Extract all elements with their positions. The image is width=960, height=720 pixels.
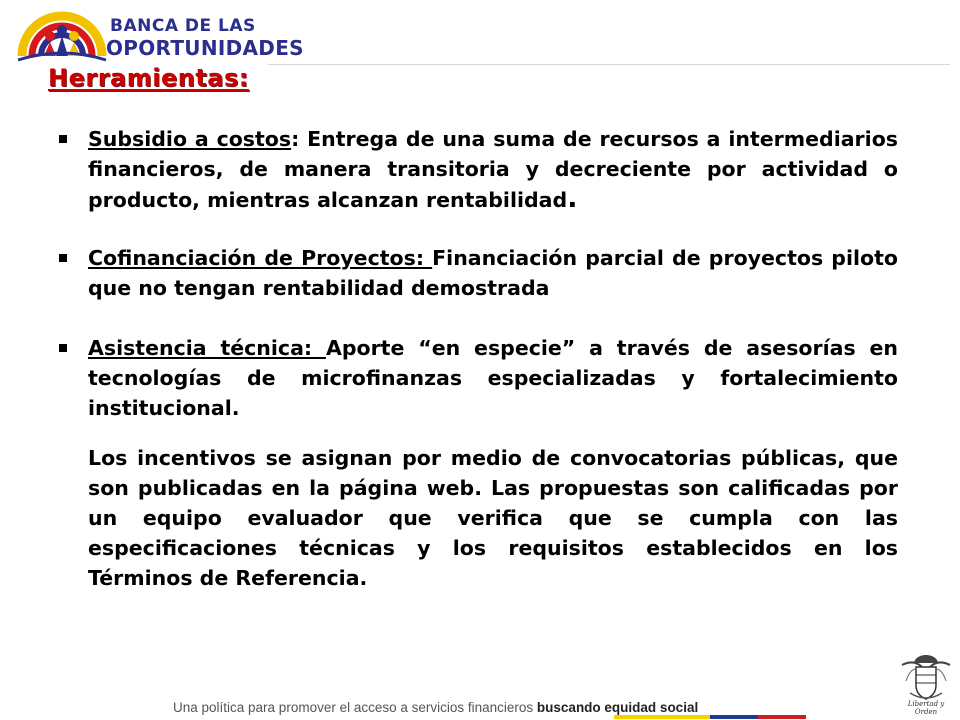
bullet-text: : Entrega de una suma de recursos a intermediarios financieros, de manera transitoria y decreciente por actividad o producto, mientras alcanzan rentabilidad [88,127,898,212]
bullet-text-end: . [567,183,578,214]
logo [14,6,304,64]
slide-content [52,124,898,593]
logo-text-line2: OPORTUNIDADES [106,36,304,60]
bullet-text: Financiación parcial de proyectos piloto que no tengan rentabilidad demostrada [88,246,898,300]
rainbow-people-icon [14,6,110,64]
bullet-square-icon [59,344,67,352]
footer-tagline [173,700,698,715]
bullet-text: Aporte “en especie” a través de asesorías en tecnologías de microfinanzas especializadas y fortalecimiento institucional. [88,336,898,420]
bullet-asistencia [52,333,898,423]
bullet-square-icon [59,254,67,262]
incentives-paragraph: Los incentivos se asignan por medio de convocatorias públicas, que son publicadas en la página web. Las propuestas son calificadas por un equipo evaluador que verifica que se cumpla con las especificaciones técnicas y los requisitos establecidos en los Términos de Referencia. [88,446,898,590]
bullet-term: Asistencia técnica: [88,336,326,360]
footer-text: Una política para promover el acceso a servicios financieros [173,700,537,715]
bullet-square-icon [59,135,67,143]
slide-title: Herramientas: [48,64,249,92]
bullet-term: Cofinanciación de Proyectos: [88,246,433,270]
seal-caption: Libertad y Orden [907,700,945,716]
flag-yellow-stripe [614,715,710,719]
footer-emphasis: buscando equidad social [536,700,699,715]
flag-red-stripe [758,715,806,719]
colombia-flag-stripe [614,715,806,719]
bullet-cofinanciacion [52,243,898,303]
header-divider [268,64,950,65]
bullet-subsidio [52,124,898,215]
logo-text-line1: BANCA DE LAS [110,16,256,36]
bullet-term: Subsidio a costos [88,127,292,151]
flag-blue-stripe [710,715,758,719]
